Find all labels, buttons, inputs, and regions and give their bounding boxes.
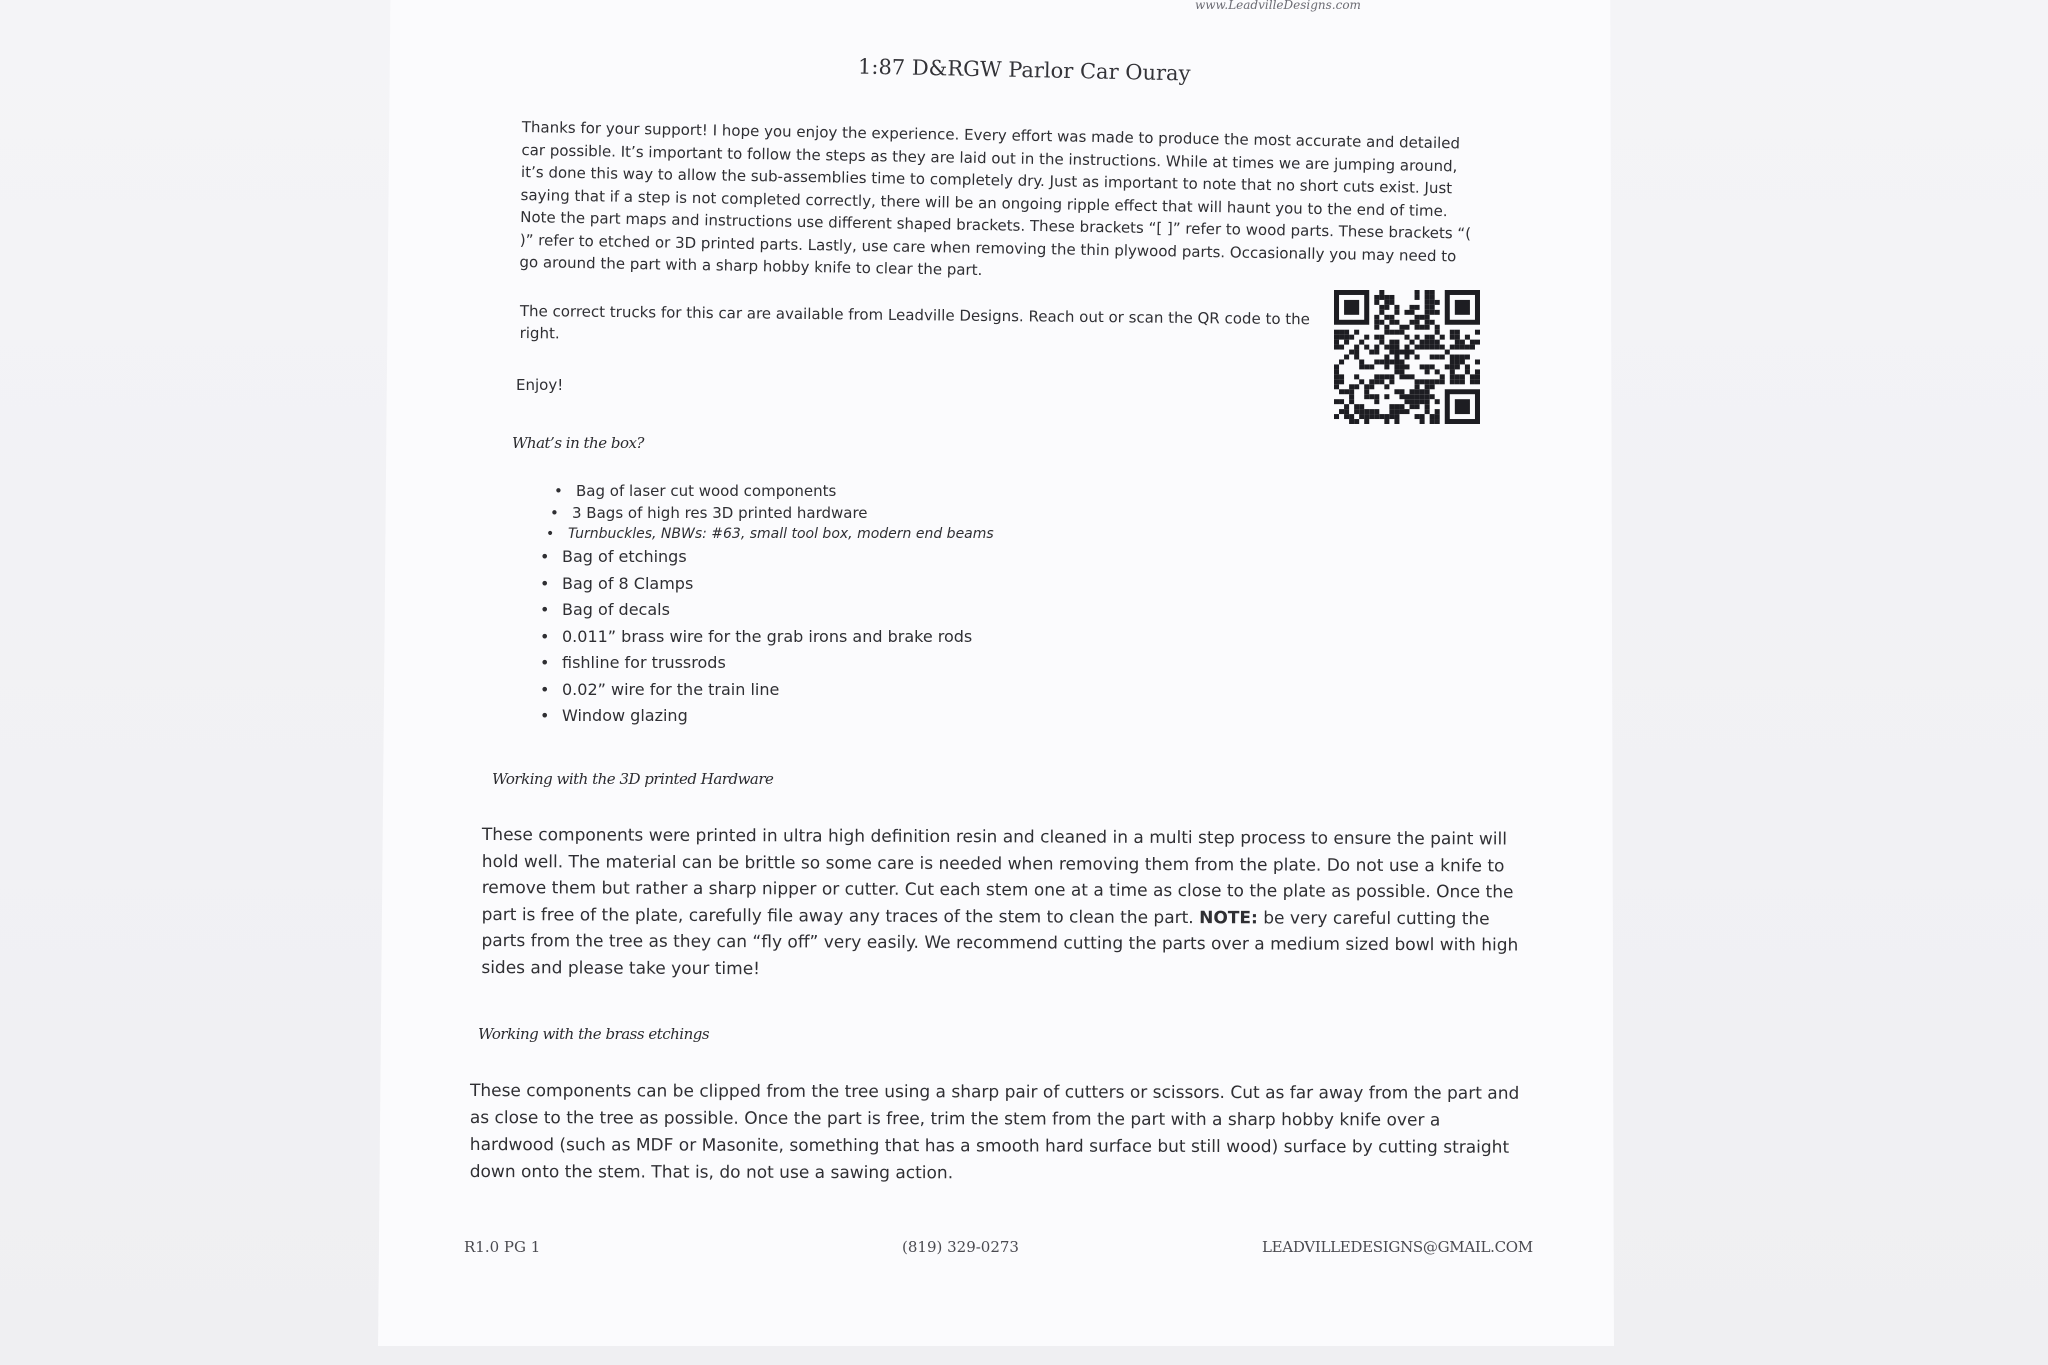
footer-email: LEADVILLEDESIGNS@GMAIL.COM <box>1262 1238 1533 1256</box>
intro-paragraph <box>519 116 1482 290</box>
box-heading: What’s in the box? <box>512 434 644 452</box>
list-item: • Bag of 8 Clamps <box>526 571 994 598</box>
list-item: • 3 Bags of high res 3D printed hardware <box>536 502 994 524</box>
hardware-paragraph <box>481 822 1522 986</box>
hardware-text-b: be very careful cutting the parts from the tree as they can “fly off” very easily. We recommend cutting the parts over a medium sized bowl with high sides and please take your time! <box>481 907 1519 979</box>
intro-text: Thanks for your support! I hope you enjoy the experience. Every effort was made to produce the most accurate and detailed car possible. It’s important to follow the steps as they are laid out in the instructions. While at times we are jumping around, it’s done this way to allow the sub-assemblies time to completely dry. Just as important to note that no short cuts exist. Just saying that if a step is not completed correctly, there will be an ongoing ripple effect that will haunt you to the end of time. Note the part maps and instructions use different shaped brackets. These brackets “[ ]” refer to wood parts. These brackets “( )” refer to etched or 3D printed parts. Lastly, use care when removing the thin plywood parts. Occasionally you may need to go around the part with a sharp hobby knife to clear the part. <box>519 117 1472 280</box>
list-item: • Bag of decals <box>526 597 994 624</box>
qr-code-icon <box>1334 290 1480 424</box>
list-item: • fishline for trussrods <box>526 650 994 677</box>
list-item: • 0.02” wire for the train line <box>526 677 994 704</box>
brass-text: These components can be clipped from the tree using a sharp pair of cutters or scissors. Cut as far away from the part and as close to the tree as possible. Once the part is free, trim the stem from the part with a sharp hobby knife over a hardwood (such as MDF or Masonite, something that has a smooth hard surface but still wood) surface by cutting straight down onto the stem. That is, do not use a sawing action. <box>469 1081 1520 1184</box>
trucks-note: The correct trucks for this car are available from Leadville Designs. Reach out or scan the QR code to the right. <box>519 301 1311 343</box>
list-item: • Bag of etchings <box>526 544 994 571</box>
list-item: • Turnbuckles, NBWs: #63, small tool box, modern end beams <box>532 524 994 544</box>
box-contents-list <box>526 480 994 730</box>
list-item: • Window glazing <box>526 703 994 730</box>
page-title: 1:87 D&RGW Parlor Car Ouray <box>857 54 1191 86</box>
note-label: NOTE: <box>1199 907 1258 928</box>
header-website: www.LeadvilleDesigns.com <box>1195 0 1361 12</box>
hardware-text-a: These components were printed in ultra high definition resin and cleaned in a multi step process to ensure the paint will hold well. The material can be brittle so some care is needed when removing them from the plate. Do not use a knife to remove them but rather a sharp nipper or cutter. Cut each stem one at a time as close to the plate as possible. Once the part is free of the plate, carefully file away any traces of the stem to clean the part. <box>481 825 1514 928</box>
footer-phone: (819) 329-0273 <box>902 1238 1019 1256</box>
brass-paragraph <box>470 1078 1520 1189</box>
list-item: • 0.011” brass wire for the grab irons and brake rods <box>526 624 994 651</box>
enjoy-text: Enjoy! <box>516 376 564 394</box>
footer-revision: R1.0 PG 1 <box>464 1238 541 1256</box>
hardware-heading: Working with the 3D printed Hardware <box>492 770 774 788</box>
brass-heading: Working with the brass etchings <box>478 1025 710 1043</box>
list-item: • Bag of laser cut wood components <box>540 480 994 502</box>
